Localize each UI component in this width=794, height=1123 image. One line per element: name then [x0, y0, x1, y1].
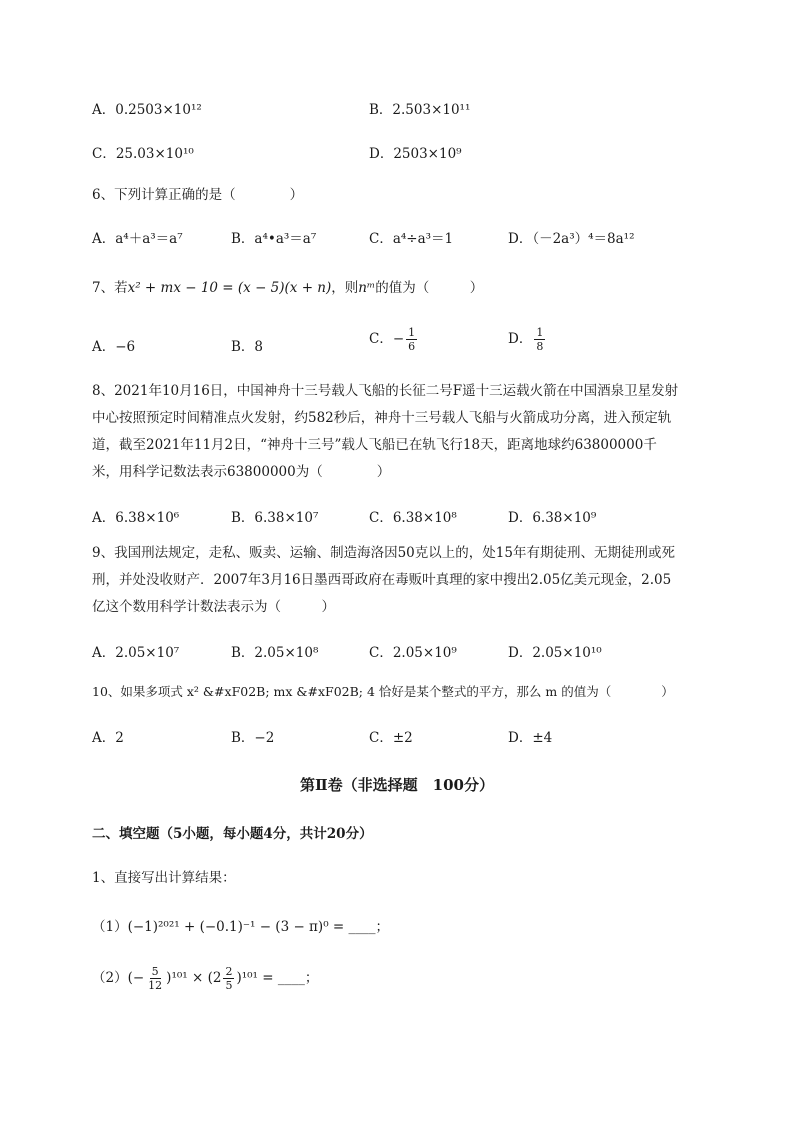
fill-q1-part2-fraction1 [146, 965, 164, 992]
section-title: 第Ⅱ卷（非选择题 100分） [300, 776, 494, 794]
q7-option-c-numerator: 1 [408, 326, 416, 339]
fill-q1-part2-denominator1: 12 [148, 979, 163, 992]
q6-option-a: A．a⁴＋a³＝a⁷ [92, 231, 183, 247]
q8-line-4: 米，用科学记数法表示63800000为（ ） [92, 464, 391, 480]
q7-stem-suffix: 的值为（ ） [375, 280, 484, 296]
q10-option-d: D．±4 [508, 730, 553, 746]
q9-option-d: D．2.05×10¹⁰ [508, 645, 602, 661]
q7-option-b: B．8 [231, 339, 264, 355]
q9-option-a: A．2.05×10⁷ [92, 645, 180, 661]
q8-line-3: 道，截至2021年11月2日，“神舟十三号”载人飞船已在轨飞行18天，距离地球约63800000千 [92, 437, 657, 453]
q7-option-d-prefix: D． [508, 331, 533, 347]
q10-option-b: B．−2 [231, 730, 275, 746]
q5-option-c: C．25.03×10¹⁰ [92, 146, 194, 162]
q10-stem: 10、如果多项式 x² &#xF02B; mx &#xF02B; 4 恰好是某个整式的平方，那么 m 的值为（ ） [92, 684, 674, 699]
q10-option-a: A．2 [92, 730, 124, 746]
fill-q1-part2-numerator2: 2 [225, 965, 233, 978]
q7-option-d-denominator: 8 [536, 340, 544, 353]
q7-stem-prefix: 7、若 [92, 280, 128, 296]
q7-option-c [369, 326, 419, 353]
q9-line-3: 亿这个数用科学计数法表示为（ ） [92, 599, 335, 615]
q6-option-d: D．（－2a³）⁴＝8a¹² [508, 231, 635, 247]
q7-option-d-numerator: 1 [536, 326, 544, 339]
fill-q1-part2 [92, 965, 318, 992]
q6-stem: 6、下列计算正确的是（ ） [92, 187, 304, 203]
q9-line-2: 刑，并处没收财产．2007年3月16日墨西哥政府在毒贩叶真理的家中搜出2.05亿美元现金，2.05 [92, 572, 672, 588]
q9-option-c: C．2.05×10⁹ [369, 645, 457, 661]
q8-line-1: 8、2021年10月16日，中国神舟十三号载人飞船的长征二号F遥十三运载火箭在中国酒泉卫星发射 [92, 383, 679, 399]
fill-in-heading: 二、填空题（5小题，每小题4分，共计20分） [92, 826, 373, 842]
fill-q1-part2-mid: )¹⁰¹ × (2 [166, 970, 222, 986]
q9-option-b: B．2.05×10⁸ [231, 645, 319, 661]
q5-option-d: D．2503×10⁹ [369, 146, 462, 162]
q7-option-c-fraction [406, 326, 417, 353]
fill-q1-part2-fraction2 [223, 965, 234, 992]
q8-stem [92, 378, 732, 486]
q7-equation: x² + mx − 10 = (x − 5)(x + n) [127, 280, 332, 296]
q7-option-a: A．−6 [92, 339, 136, 355]
q9-stem [92, 540, 732, 621]
fill-q1-part2-prefix: （2）(− [92, 970, 145, 986]
q7-stem-mid: ，则 [331, 280, 359, 296]
q7-option-d-fraction [534, 326, 545, 353]
q8-line-2: 中心按照预定时间精准点火发射，约582秒后，神舟十三号载人飞船与火箭成功分离，进入预定轨 [92, 410, 672, 426]
q7-expr: nᵐ [358, 280, 376, 296]
q5-option-a: A．0.2503×10¹² [92, 102, 202, 118]
q6-option-c: C．a⁴÷a³＝1 [369, 231, 454, 247]
fill-q1-part2-suffix: )¹⁰¹ = ____； [236, 970, 319, 986]
fill-q1-part1: （1）(−1)²⁰²¹ + (−0.1)⁻¹ − (3 − π)⁰ = ____； [92, 919, 390, 935]
fill-q1-stem: 1、直接写出计算结果： [92, 870, 236, 886]
q8-option-d: D．6.38×10⁹ [508, 510, 597, 526]
q7-stem [92, 276, 483, 296]
q8-option-c: C．6.38×10⁸ [369, 510, 457, 526]
q7-option-c-denominator: 6 [408, 340, 416, 353]
q8-option-a: A．6.38×10⁶ [92, 510, 180, 526]
q9-line-1: 9、我国刑法规定，走私、贩卖、运输、制造海洛因50克以上的，处15年有期徒刑、无期徒刑或死 [92, 545, 675, 561]
q5-option-b: B．2.503×10¹¹ [369, 102, 471, 118]
fill-q1-part2-denominator2: 5 [225, 979, 233, 992]
q7-option-d [508, 326, 547, 353]
q8-option-b: B．6.38×10⁷ [231, 510, 319, 526]
fill-q1-part2-numerator1: 5 [151, 965, 159, 978]
q10-option-c: C．±2 [369, 730, 413, 746]
q6-option-b: B．a⁴•a³＝a⁷ [231, 231, 317, 247]
q7-option-c-prefix: C．− [369, 331, 405, 347]
